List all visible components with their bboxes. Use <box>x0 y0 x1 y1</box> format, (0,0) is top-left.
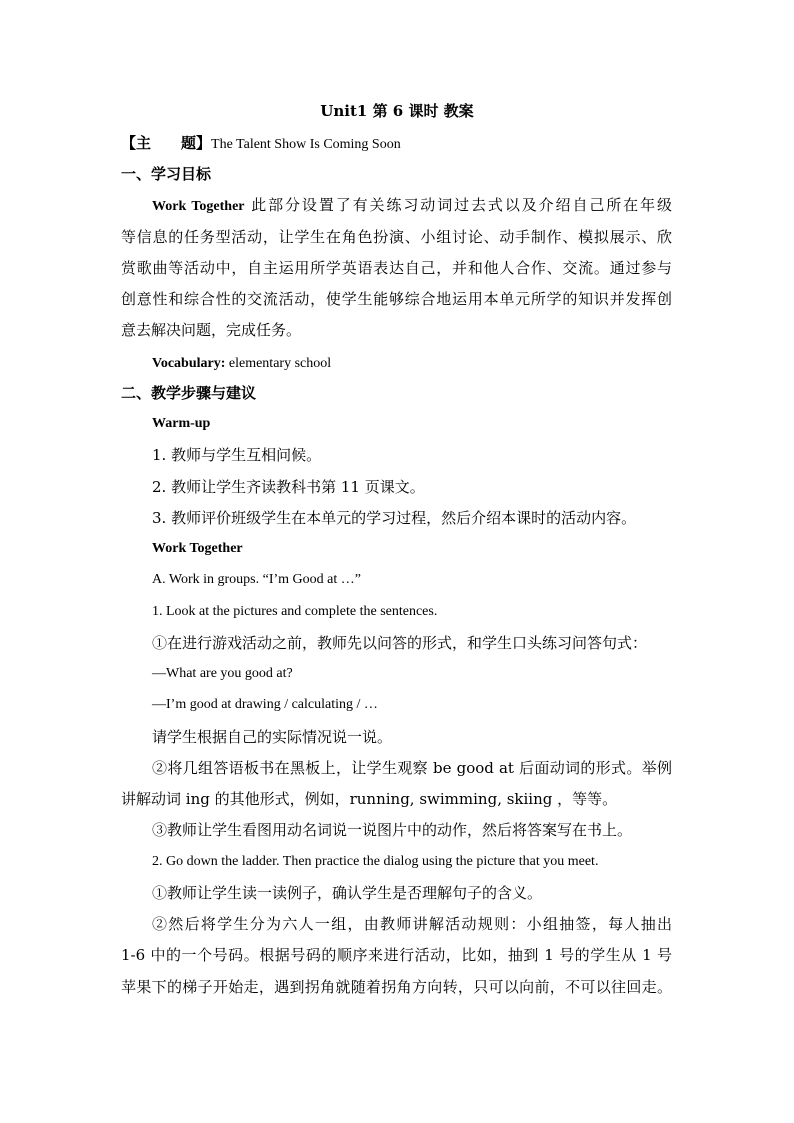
instruction-5-line-1: ②然后将学生分为六人一组，由教师讲解活动规则：小组抽签，每人抽出 <box>152 915 672 933</box>
instruction-2-line-1: ②将几组答语板书在黑板上，让学生观察 be good at 后面动词的形式。举例 <box>152 759 672 777</box>
topic-label: 【主 题】 <box>121 134 212 152</box>
warmup-heading: Warm-up <box>152 416 211 431</box>
instruction-5-line-3: 苹果下的梯子开始走，遇到拐角就随着拐角方向转，只可以向前，不可以往回走。 <box>121 978 672 996</box>
instruction-say: 请学生根据自己的实际情况说一说。 <box>152 728 393 746</box>
activity-step-1: 1. Look at the pictures and complete the sentences. <box>152 604 438 619</box>
dialog-question: —What are you good at? <box>152 666 293 681</box>
section1-heading: 一、学习目标 <box>121 165 212 183</box>
document-title: Unit1 第 6 课时 教案 <box>320 102 474 120</box>
vocabulary-words: elementary school <box>225 356 332 371</box>
warmup-item-2: 2. 教师让学生齐读教科书第 11 页课文。 <box>152 478 425 496</box>
objective-line-3: 赏歌曲等活动中，自主运用所学英语表达自己，并和他人合作、交流。通过参与 <box>121 259 672 277</box>
instruction-5-line-2: 1-6 中的一个号码。根据号码的顺序来进行活动，比如，抽到 1 号的学生从 1 号 <box>121 946 672 964</box>
instruction-3: ③教师让学生看图用动名词说一说图片中的动作，然后将答案写在书上。 <box>152 821 633 839</box>
instruction-2-line-2: 讲解动词 ing 的其他形式，例如，running, swimming, skiing ，等等。 <box>121 790 618 808</box>
warmup-item-1: 1. 教师与学生互相问候。 <box>152 446 322 464</box>
activity-step-2: 2. Go down the ladder. Then practice the dialog using the picture that you meet. <box>152 854 599 869</box>
section2-heading: 二、教学步骤与建议 <box>121 384 257 402</box>
objective-line-5: 意去解决问题，完成任务。 <box>121 321 302 339</box>
objective-line-4: 创意性和综合性的交流活动，使学生能够综合地运用本单元所学的知识并发挥创 <box>121 290 672 308</box>
dialog-answer: —I’m good at drawing / calculating / … <box>152 697 378 712</box>
vocabulary-line <box>152 352 331 374</box>
work-together-heading: Work Together <box>152 541 243 556</box>
warmup-item-3: 3. 教师评价班级学生在本单元的学习过程，然后介绍本课时的活动内容。 <box>152 509 637 527</box>
objective-line-2: 等信息的任务型活动，让学生在角色扮演、小组讨论、动手制作、模拟展示、欣 <box>121 228 672 246</box>
objective-line-1 <box>152 195 672 217</box>
objective-line-1-text: 此部分设置了有关练习动词过去式以及介绍自己所在年级 <box>244 196 672 214</box>
topic-line <box>121 133 401 155</box>
instruction-1: ①在进行游戏活动之前，教师先以问答的形式，和学生口头练习问答句式： <box>152 634 648 652</box>
vocabulary-label: Vocabulary: <box>152 356 226 371</box>
objective-lead: Work Together <box>152 199 245 214</box>
instruction-4: ①教师让学生读一读例子，确认学生是否理解句子的含义。 <box>152 884 543 902</box>
activity-a-title: A. Work in groups. “I’m Good at …” <box>152 572 361 587</box>
topic-text: The Talent Show Is Coming Soon <box>211 137 401 152</box>
